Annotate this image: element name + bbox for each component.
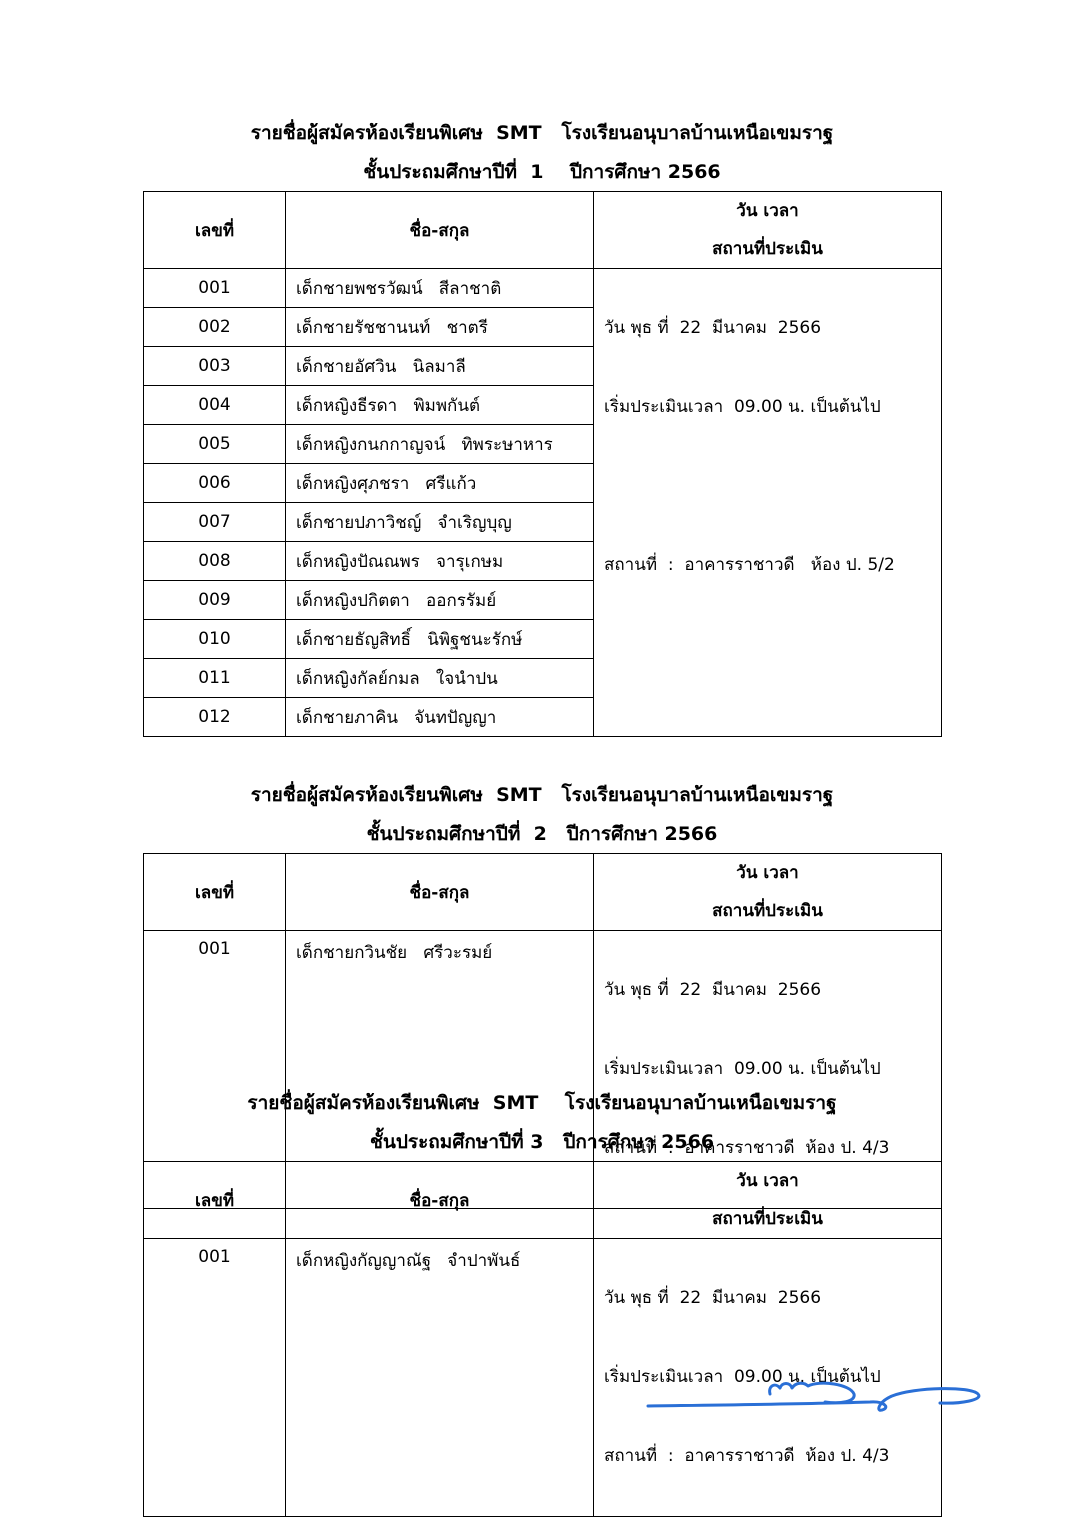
row-name: เด็กชายปภาวิชญ์ จำเริญบุญ xyxy=(286,503,594,542)
row-number: 011 xyxy=(144,659,286,698)
row-name: เด็กหญิงกัลย์กมล ใจนำปน xyxy=(286,659,594,698)
header-no: เลขที่ xyxy=(144,192,286,269)
assessment-time: เริ่มประเมินเวลา 09.00 น. เป็นต้นไป xyxy=(604,397,881,417)
assessment-place: สถานที่ : อาคารราชาวดี ห้อง ป. 4/3 xyxy=(604,1138,890,1158)
row-name: เด็กชายธัญสิทธิ์ นิพิฐชนะรักษ์ xyxy=(286,620,594,659)
table-row xyxy=(144,269,942,308)
assessment-date: วัน พุธ ที่ 22 มีนาคม 2566 xyxy=(604,318,822,338)
header-info-line1: วัน เวลา xyxy=(736,201,799,221)
row-name: เด็กหญิงศุภชรา ศรีแก้ว xyxy=(286,464,594,503)
row-number: 010 xyxy=(144,620,286,659)
section-grade-1 xyxy=(143,122,941,737)
row-number: 001 xyxy=(144,1239,286,1517)
section-grade-3 xyxy=(143,1092,941,1517)
row-name: เด็กหญิงกัญญาณัฐ จำปาพันธ์ xyxy=(286,1239,594,1517)
row-number: 008 xyxy=(144,542,286,581)
row-number: 003 xyxy=(144,347,286,386)
table-header-row xyxy=(144,1162,942,1239)
header-info xyxy=(594,854,942,931)
header-no: เลขที่ xyxy=(144,1162,286,1239)
table-header-row xyxy=(144,854,942,931)
row-name: เด็กชายพชรวัฒน์ สีลาชาติ xyxy=(286,269,594,308)
header-no: เลขที่ xyxy=(144,854,286,931)
row-number: 005 xyxy=(144,425,286,464)
row-name: เด็กหญิงธีรดา พิมพกันต์ xyxy=(286,386,594,425)
row-number: 002 xyxy=(144,308,286,347)
header-name: ชื่อ-สกุล xyxy=(286,1162,594,1239)
row-number: 009 xyxy=(144,581,286,620)
header-info-line2: สถานที่ประเมิน xyxy=(712,901,823,921)
section-title-line1: รายชื่อผู้สมัครห้องเรียนพิเศษ SMT โรงเรียนอนุบาลบ้านเหนือเขมราฐ xyxy=(250,122,834,144)
table-header-row xyxy=(144,192,942,269)
section-title-line2: ชั้นประถมศึกษาปีที่ 3 ปีการศึกษา 2566 xyxy=(369,1131,715,1153)
assessment-date: วัน พุธ ที่ 22 มีนาคม 2566 xyxy=(604,1288,822,1308)
header-info-line2: สถานที่ประเมิน xyxy=(712,1209,823,1229)
assessment-info xyxy=(594,269,942,737)
header-info xyxy=(594,192,942,269)
assessment-place: สถานที่ : อาคารราชาวดี ห้อง ป. 5/2 xyxy=(604,555,895,575)
row-number: 001 xyxy=(144,269,286,308)
row-number: 007 xyxy=(144,503,286,542)
header-info-line1: วัน เวลา xyxy=(736,1171,799,1191)
row-number: 001 xyxy=(144,931,286,1209)
section-title-line2: ชั้นประถมศึกษาปีที่ 1 ปีการศึกษา 2566 xyxy=(363,161,721,183)
header-info-line1: วัน เวลา xyxy=(736,863,799,883)
section-title-line1: รายชื่อผู้สมัครห้องเรียนพิเศษ SMT โรงเรียนอนุบาลบ้านเหนือเขมราฐ xyxy=(250,784,834,806)
section-title-line1: รายชื่อผู้สมัครห้องเรียนพิเศษ SMT โรงเรียนอนุบาลบ้านเหนือเขมราฐ xyxy=(247,1092,837,1114)
header-name: ชื่อ-สกุล xyxy=(286,192,594,269)
section-title-line2: ชั้นประถมศึกษาปีที่ 2 ปีการศึกษา 2566 xyxy=(366,823,718,845)
row-name: เด็กหญิงปัณณพร จารุเกษม xyxy=(286,542,594,581)
row-number: 004 xyxy=(144,386,286,425)
row-name: เด็กชายอัศวิน นิลมาลี xyxy=(286,347,594,386)
row-number: 012 xyxy=(144,698,286,737)
assessment-time: เริ่มประเมินเวลา 09.00 น. เป็นต้นไป xyxy=(604,1367,881,1387)
applicant-table xyxy=(143,1161,942,1517)
assessment-time: เริ่มประเมินเวลา 09.00 น. เป็นต้นไป xyxy=(604,1059,881,1079)
row-name: เด็กหญิงปกิตตา ออกรรัมย์ xyxy=(286,581,594,620)
signature-mark xyxy=(640,1372,990,1422)
row-name: เด็กชายภาคิน จันทปัญญา xyxy=(286,698,594,737)
assessment-place: สถานที่ : อาคารราชาวดี ห้อง ป. 4/3 xyxy=(604,1446,890,1466)
row-number: 006 xyxy=(144,464,286,503)
row-name: เด็กชายกวินชัย ศรีวะรมย์ xyxy=(286,931,594,1209)
assessment-date: วัน พุธ ที่ 22 มีนาคม 2566 xyxy=(604,980,822,1000)
row-name: เด็กหญิงกนกกาญจน์ ทิพระษาหาร xyxy=(286,425,594,464)
header-info xyxy=(594,1162,942,1239)
header-info-line2: สถานที่ประเมิน xyxy=(712,239,823,259)
row-name: เด็กชายรัชชานนท์ ชาตรี xyxy=(286,308,594,347)
applicant-table xyxy=(143,191,942,737)
header-name: ชื่อ-สกุล xyxy=(286,854,594,931)
